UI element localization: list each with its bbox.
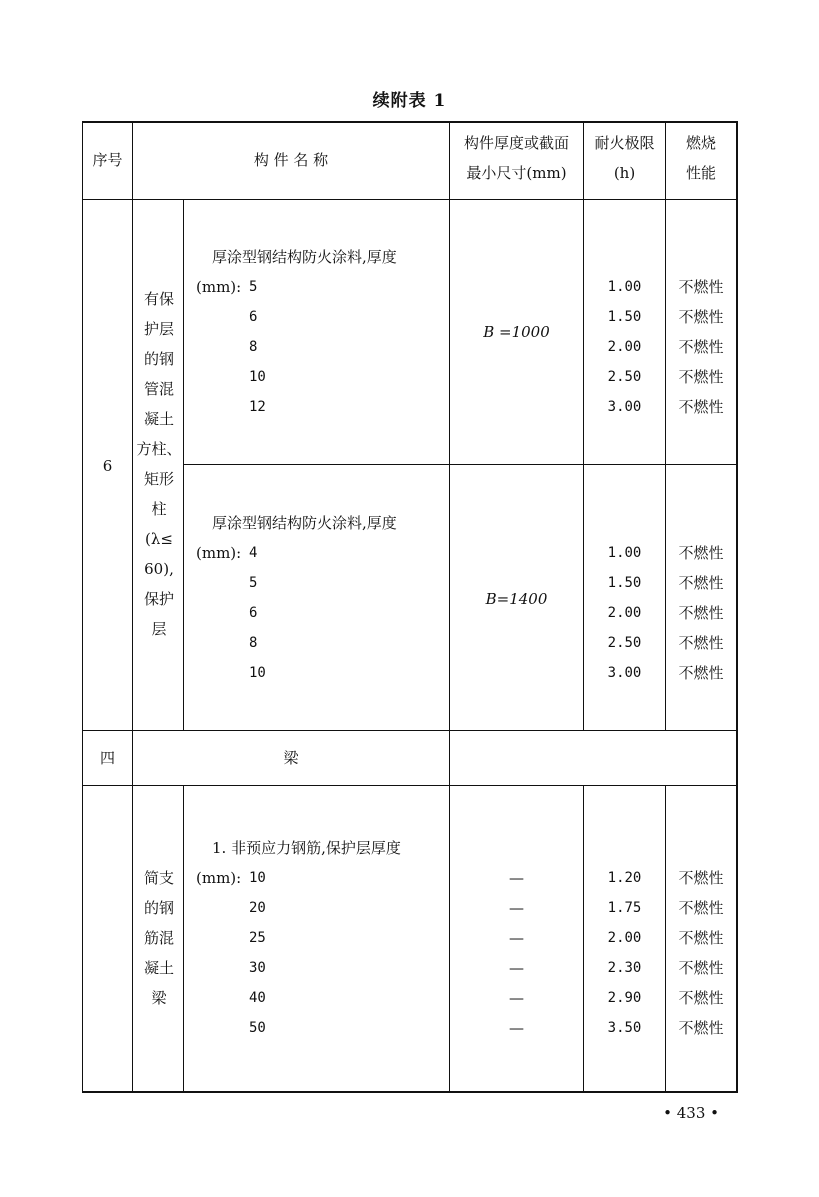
sub1-burn: 不燃性: [678, 368, 724, 386]
beam-label-line: 的钢: [143, 899, 174, 917]
sub1-fire: 1.50: [607, 309, 642, 325]
sub1-prefix: (mm):: [196, 278, 242, 296]
sub1-thickness: 10: [249, 369, 266, 385]
beam-thickness: 30: [249, 960, 266, 976]
row6-label-line: 柱: [151, 500, 167, 518]
row6-label-line: 保护: [143, 590, 174, 608]
beam-prefix: (mm):: [196, 869, 242, 887]
row6-label-line: 方柱、: [136, 440, 182, 458]
sub2-burn: 不燃性: [678, 604, 724, 622]
header-burn-line1: 燃烧: [685, 134, 716, 152]
beam-thickness: 50: [249, 1020, 266, 1036]
row6-label-line: 管混: [143, 380, 174, 398]
row6-seq: 6: [102, 457, 113, 475]
header-size-line2: 最小尺寸(mm): [466, 164, 567, 182]
row6-label-line: 矩形: [143, 470, 174, 488]
sub1-burn: 不燃性: [678, 308, 724, 326]
sub1-thickness: 5: [249, 279, 258, 295]
row6-label-line: 60),: [144, 560, 174, 578]
sub1-thickness: 12: [249, 399, 266, 415]
sub2-burn: 不燃性: [678, 634, 724, 652]
sub2-thickness: 6: [249, 605, 258, 621]
sub2-thickness: 4: [249, 545, 258, 561]
sub2-prefix: (mm):: [196, 544, 242, 562]
beam-fire: 1.75: [607, 900, 642, 916]
sub2-size: B=1400: [485, 590, 548, 608]
sub1-burn: 不燃性: [678, 398, 724, 416]
header-fire-line2: (h): [613, 164, 636, 182]
sub1-burn: 不燃性: [678, 338, 724, 356]
sub2-thickness: 8: [249, 635, 258, 651]
beam-burn: 不燃性: [678, 869, 724, 887]
header-size-line1: 构件厚度或截面: [463, 134, 569, 152]
sub1-size: B =1000: [483, 323, 550, 341]
sub2-fire: 1.00: [607, 545, 642, 561]
sub2-fire: 2.00: [607, 605, 642, 621]
header-name: 构 件 名 称: [253, 151, 329, 169]
row6-group-label: [136, 284, 182, 644]
beam-burn: 不燃性: [678, 989, 724, 1007]
beam-fire: 2.30: [607, 960, 642, 976]
header-burn-line2: 性能: [685, 164, 716, 182]
page-number: • 433 •: [663, 1104, 719, 1122]
sub2-burn: 不燃性: [678, 574, 724, 592]
beam-size: —: [509, 899, 524, 917]
beam-size: —: [509, 1019, 524, 1037]
sub2-desc: 厚涂型钢结构防火涂料,厚度: [212, 514, 397, 532]
row6-label-line: 层: [151, 620, 167, 638]
row6-label-line: 护层: [143, 320, 174, 338]
sub2-fire: 3.00: [607, 665, 642, 681]
sub1-desc: 厚涂型钢结构防火涂料,厚度: [212, 248, 397, 266]
beam-burn: 不燃性: [678, 899, 724, 917]
row6-label-line: 凝土: [143, 410, 174, 428]
beam-fire: 1.20: [607, 870, 642, 886]
sub1-fire: 2.00: [607, 339, 642, 355]
beam-size: —: [509, 929, 524, 947]
sub2-fire: 1.50: [607, 575, 642, 591]
sub1-thickness: 6: [249, 309, 258, 325]
beam-label-line: 简支: [143, 869, 174, 887]
header-seq: 序号: [92, 151, 123, 169]
section4-seq: 四: [99, 749, 115, 767]
sub1-fire: 1.00: [607, 279, 642, 295]
sub2-thickness: 10: [249, 665, 266, 681]
beam-thickness: 20: [249, 900, 266, 916]
sub2-thickness: 5: [249, 575, 258, 591]
sub1-fire: 2.50: [607, 369, 642, 385]
beam-burn: 不燃性: [678, 929, 724, 947]
header-fire-line1: 耐火极限: [594, 134, 655, 152]
section4-name: 梁: [283, 749, 299, 767]
beam-thickness: 25: [249, 930, 266, 946]
beam-fire: 2.00: [607, 930, 642, 946]
beam-label-line: 梁: [151, 989, 167, 1007]
beam-size: —: [509, 989, 524, 1007]
beam-fire: 2.90: [607, 990, 642, 1006]
sub2-burn: 不燃性: [678, 664, 724, 682]
sub1-burn: 不燃性: [678, 278, 724, 296]
beam-thickness: 40: [249, 990, 266, 1006]
beam-burn: 不燃性: [678, 1019, 724, 1037]
sub2-fire: 2.50: [607, 635, 642, 651]
beam-label-line: 凝土: [143, 959, 174, 977]
beam-thickness: 10: [249, 870, 266, 886]
beam-burn: 不燃性: [678, 959, 724, 977]
beam-label-line: 筋混: [143, 929, 174, 947]
sub1-fire: 3.00: [607, 399, 642, 415]
table-title: 续附表 1: [372, 91, 447, 111]
row6-label-line: 的钢: [143, 350, 174, 368]
row6-label-line: (λ≤: [145, 530, 173, 548]
sub2-burn: 不燃性: [678, 544, 724, 562]
beam-group-label: [136, 863, 182, 1013]
row6-label-line: 有保: [143, 290, 174, 308]
beam-fire: 3.50: [607, 1020, 642, 1036]
beam-size: —: [509, 959, 524, 977]
beam-size: —: [509, 869, 524, 887]
sub1-thickness: 8: [249, 339, 258, 355]
beam-desc: 1. 非预应力钢筋,保护层厚度: [212, 839, 401, 857]
